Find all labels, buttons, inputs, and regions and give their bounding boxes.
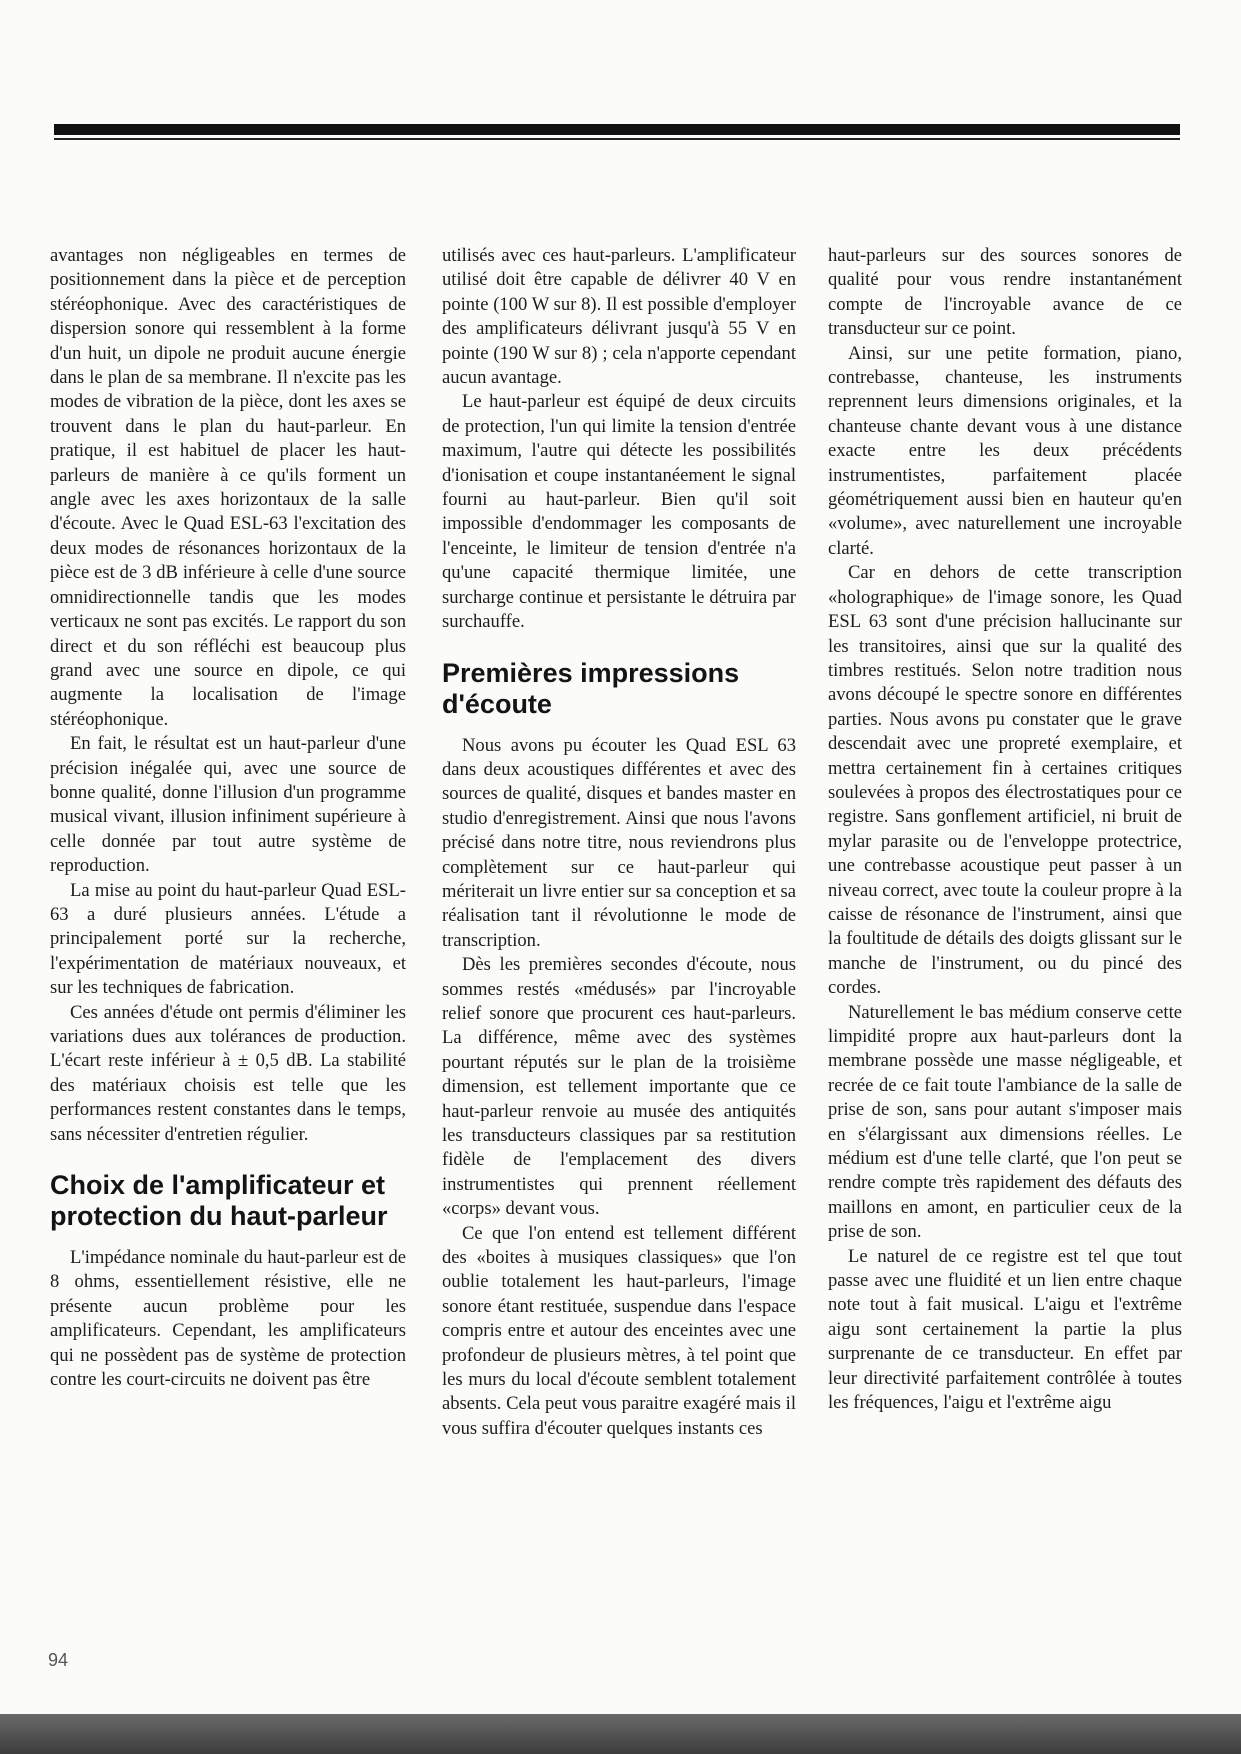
paragraph: Le naturel de ce registre est tel que tout passe avec une fluidité et un lien entre chaque note tout à fait musical. L'aigu et l'extrême aigu sont certainement la partie la plus surprenante de ce transducteur. En effet par leur directivité parfaitement contrôlée à toutes les fréquences, l'aigu et l'extrême aigu [828,1245,1182,1414]
paragraph: Car en dehors de cette transcription «holographique» de l'image sonore, les Quad ESL 63 sont d'une précision hallucinante sur les transitoires, ainsi que sur la qualité des timbres restitués. Selon notre tradition nous avons découpé le spectre sonore en différentes parties. Nous avons pu constater que le grave descendait avec une propreté exemplaire, et mettra certainement fin à certaines critiques soulevées à propos des électrostatiques pour ce registre. Sans gonflement artificiel, ni bruit de mylar parasite ou de l'enveloppe protectrice, une contrebasse acoustique peut passer à un niveau correct, avec toute la couleur propre à la caisse de résonance de l'instrument, ainsi que la foultitude de détails des doigts glissant sur le manche de l'instrument, ou du pincé des cordes. [828,562,1182,999]
page-number: 94 [48,1650,69,1670]
paragraph: Naturellement le bas médium conserve cette limpidité propre aux haut-parleurs dont la membrane possède une masse négligeable, et recrée de ce fait toute l'ambiance de la salle de prise de son, sans pour autant s'imposer mais en s'élargissant aux dimensions réelles. Le médium est d'une telle clarté, que l'on peut se rendre compte très rapidement des défauts des maillons en amont, en particulier ceux de la prise de son. [828,1001,1182,1243]
column-2 [442,244,796,1441]
paragraph: haut-parleurs sur des sources sonores de qualité pour vous rendre instantanément compte de l'incroyable avance de ce transducteur sur ce point. [828,245,1182,340]
paragraph: En fait, le résultat est un haut-parleur d'une précision inégalée qui, avec une source de bonne qualité, donne l'illusion d'un programme musical vivant, illusion infiniment supérieure à celle donnée par tout autre système de reproduction. [50,733,406,877]
scan-edge-band [0,1714,1241,1754]
paragraph: Ainsi, sur une petite formation, piano, contrebasse, chanteuse, les instruments reprennent leurs dimensions originales, et la chanteuse chante devant vous à une distance exacte entre les deux précédents instrumentistes, parfaitement placée géométriquement aussi bien en hauteur qu'en «volume», avec naturellement une incroyable clarté. [828,342,1182,559]
paragraph: Le haut-parleur est équipé de deux circuits de protection, l'un qui limite la tension d'entrée maximum, l'autre qui détecte les possibilités d'ionisation et coupe instantanéement le signal fourni au haut-parleur. Bien qu'il soit impossible d'endommager les composants de l'enceinte, le limiteur de tension d'entrée n'a qu'une capacité thermique limitée, une surcharge continue et persistante le détruira par surchauffe. [442,391,796,633]
column-3 [828,244,1182,1416]
paragraph: L'impédance nominale du haut-parleur est de 8 ohms, essentiellement résistive, elle ne présente aucun problème pour les amplificateurs. Cependant, les amplificateurs qui ne possèdent pas de système de protection contre les court-circuits ne doivent pas être [50,1247,406,1391]
header-rule-thin [54,138,1180,140]
section-heading-impressions: Premières impressions d'écoute [442,657,740,719]
paragraph: La mise au point du haut-parleur Quad ESL-63 a duré plusieurs années. L'étude a principalement porté sur la recherche, l'expérimentation de matériaux nouveaux, et sur les techniques de fabrication. [50,879,406,999]
paragraph: Ces années d'étude ont permis d'éliminer les variations dues aux tolérances de production. L'écart reste inférieur à ± 0,5 dB. La stabilité des matériaux choisis est telle que les performances restent constantes dans le temps, sans nécessiter d'entretien régulier. [50,1001,406,1145]
paragraph: Dès les premières secondes d'écoute, nous sommes restés «médusés» par l'incroyable relief sonore que procurent ces haut-parleurs. La différence, même avec des systèmes pourtant réputés sur le plan de la troisième dimension, est tellement importante que ce haut-parleur renvoie au musée des antiquités les transducteurs classiques par sa restitution fidèle de l'emplacement des divers instrumentistes qui prennent réellement «corps» devant vous. [442,954,796,1220]
paragraph: Ce que l'on entend est tellement différent des «boites à musiques classiques» que l'on oublie totalement les haut-parleurs, l'image sonore étant restituée, suspendue dans l'espace compris entre et autour des enceintes avec une profondeur de plusieurs mètres, à tel point que les murs du local d'écoute semblent totalement absents. Cela peut vous paraitre exagéré mais il vous suffira d'écouter quelques instants ces [442,1222,796,1439]
paragraph: utilisés avec ces haut-parleurs. L'amplificateur utilisé doit être capable de délivrer 40 V en pointe (100 W sur 8). Il est possible d'employer des amplificateurs délivrant jusqu'à 55 V en pointe (190 W sur 8) ; cela n'apporte cependant aucun avantage. [442,245,796,389]
section-heading-amplificateur: Choix de l'amplificateur et protection du haut-parleur [50,1170,388,1232]
column-1 [50,244,406,1392]
paragraph: avantages non négligeables en termes de positionnement dans la pièce et de perception stéréophonique. Avec des caractéristiques de dispersion sonore qui ressemblent à la forme d'un huit, un dipole ne produit aucune énergie dans le plan de sa membrane. Il n'excite pas les modes de vibration de la pièce, dont les axes se trouvent dans le plan du haut-parleur. En pratique, il est habituel de placer les haut-parleurs de manière à ce qu'ils forment un angle avec les axes horizontaux de la salle d'écoute. Avec le Quad ESL-63 l'excitation des deux modes de résonances horizontaux de la pièce est de 3 dB inférieure à celle d'une source omnidirectionnelle tandis que les modes verticaux ne sont pas excités. Le rapport du son direct et du son réfléchi est beaucoup plus grand avec une source en dipole, ce qui augmente la localisation de l'image stéréophonique. [50,245,406,730]
header-rule [54,124,1180,135]
paragraph: Nous avons pu écouter les Quad ESL 63 dans deux acoustiques différentes et avec des sources de qualité, disques et bandes master en studio d'enregistrement. Ainsi que nous l'avons précisé dans notre titre, nous reviendrons plus complètement sur ce haut-parleur qui mériterait un livre entier sur sa conception et sa réalisation tant il révolutionne le mode de transcription. [442,734,796,951]
